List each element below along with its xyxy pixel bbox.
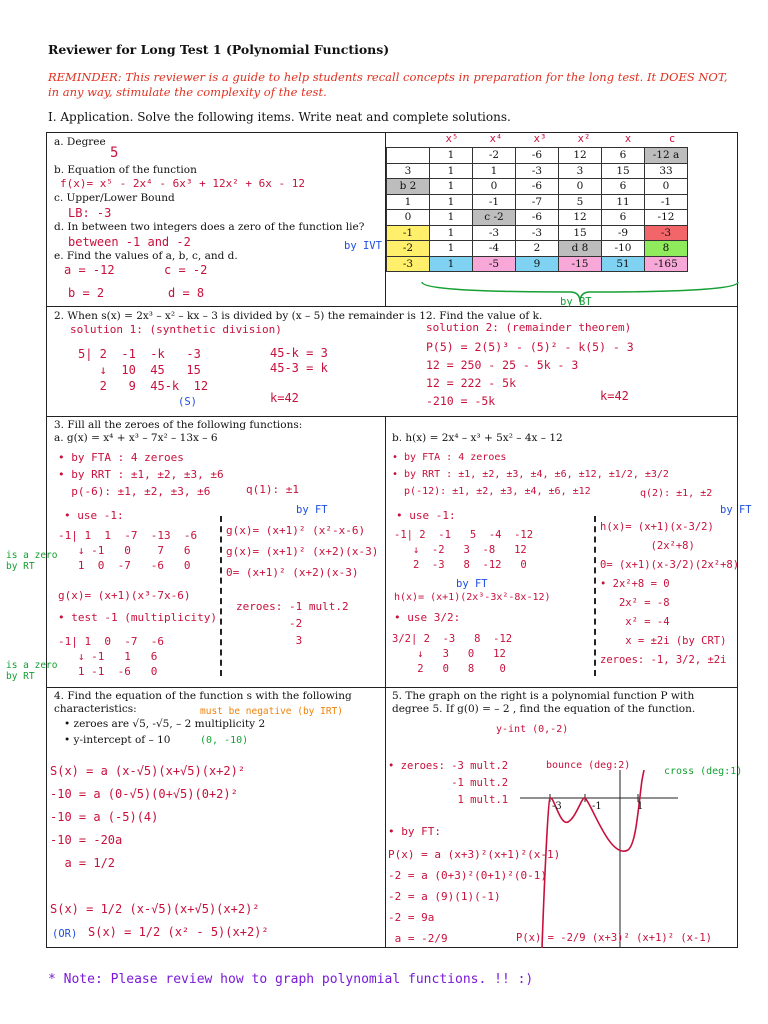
q2-sol1-work: 5| 2 -1 -k -3 ↓ 10 45 15 2 9 45-k 12 [78, 347, 209, 393]
instructions: I. Application. Solve the following items. Write neat and complete solutions. [48, 110, 511, 124]
q3-a-work: • by FTA : 4 zeroes • by RRT : ±1, ±2, ±3, ±6 p(-6): ±1, ±2, ±3, ±6 [58, 451, 224, 498]
q2-sol1-eq: 45-k = 3 45-3 = k k=42 [270, 346, 328, 405]
q1-e-label: e. Find the values of a, b, c, and d. [54, 250, 238, 262]
q3-b-use2: • use 3/2: [394, 611, 461, 624]
q3-b-ft2: by FT [720, 504, 752, 516]
q1-e-d: d = 8 [168, 286, 205, 300]
q1-c-label: c. Upper/Lower Bound [54, 192, 175, 204]
q3-b-syn1: -1| 2 -1 5 -4 -12 ↓ -2 3 -8 12 2 -3 8 -12 0 [394, 529, 534, 571]
divider-row1 [46, 306, 738, 307]
hdr-x5: x⁵ [445, 133, 459, 145]
q3-b-text: b. h(x) = 2x⁴ – x³ + 5x² – 4x – 12 [392, 432, 563, 444]
q1-d-answer: between -1 and -2 [68, 235, 191, 249]
q1-e-b: b = 2 [68, 286, 105, 300]
q2-sol1-title: solution 1: (synthetic division) [70, 323, 282, 336]
q4-note2: (0, -10) [200, 735, 249, 746]
q3-a-zero-rt1: is a zero by RT [6, 550, 58, 572]
divider-row3 [46, 687, 738, 688]
q4-alt: S(x) = 1/2 (x² - 5)(x+2)² [88, 925, 269, 939]
q3-a-ft: by FT [296, 504, 328, 516]
q5-tick-m3: -3 [552, 801, 562, 812]
q3-b-use: • use -1: [396, 509, 456, 522]
q5-bounce: bounce (deg:2) [546, 760, 631, 771]
q5-cross: cross (deg:1) [664, 766, 743, 777]
q3-a-right: g(x)= (x+1)² (x²-x-6) g(x)= (x+1)² (x+2)(x-3) 0= (x+1)² (x+2)(x-3) [226, 524, 379, 579]
q4-bullet2: • y-intercept of – 10 [64, 734, 171, 746]
q5-work: P(x) = a (x+3)²(x+1)²(x-1) -2 = a (0+3)²(0+1)²(0-1) -2 = a (9)(1)(-1) -2 = 9a a = -2/9 [388, 848, 561, 945]
q3-b-syn2: 3/2| 2 -3 8 -12 ↓ 3 0 12 2 0 8 0 [392, 633, 513, 675]
q1-a-answer: 5 [110, 145, 119, 161]
q3-heading: 3. Fill all the zeroes of the following functions: [54, 419, 303, 431]
divider-col-mid [385, 416, 386, 688]
q2-sol1-s: (S) [178, 396, 197, 408]
q1-e-a: a = -12 [64, 263, 115, 277]
table-row: -2 1 -4 2 d 8 -10 8 [387, 241, 688, 257]
q3-a-zero-rt2: is a zero by RT [6, 660, 58, 682]
q2-sol2-work: P(5) = 2(5)³ - (5)² - k(5) - 3 12 = 250 - 25 - 5k - 3 12 = 222 - 5k -210 = -5k [426, 340, 634, 408]
q3-a-use: • use -1: [64, 509, 124, 522]
q3-b-right: h(x)= (x+1)(x-3/2) (2x²+8) 0= (x+1)(x-3/2)(2x²+8) • 2x²+8 = 0 2x² = -8 x² = -4 x = ±2i (by CRT) zeroes: -1, 3/2, ±2i [600, 521, 740, 666]
q3-a-test: • test -1 (multiplicity) [58, 611, 217, 624]
q2-sol2-title: solution 2: (remainder theorem) [426, 321, 632, 334]
q3-b-ft: by FT [456, 578, 488, 590]
by-bt-note: by BT [560, 296, 592, 308]
table-row: 0 1 c -2 -6 12 6 -12 [387, 210, 688, 226]
hdr-x: x [624, 133, 632, 145]
table-row: 3 1 1 -3 3 15 33 [387, 163, 688, 179]
q5-text: 5. The graph on the right is a polynomial function P with degree 5. If g(0) = – 2 , find the equation of the function. [392, 690, 696, 715]
divider-row2 [46, 416, 738, 417]
q5-zeroes: • zeroes: -3 mult.2 -1 mult.2 1 mult.1 [388, 760, 509, 806]
q1-b-answer: f(x)= x⁵ - 2x⁴ - 6x³ + 12x² + 6x - 12 [60, 177, 306, 190]
q3-b-h1: h(x)= (x+1)(2x³-3x²-8x-12) [394, 592, 551, 603]
footer-note: * Note: Please review how to graph polynomial functions. !! :) [48, 972, 534, 987]
synthetic-division-table [386, 147, 688, 272]
q3-b-q: q(2): ±1, ±2 [640, 488, 713, 499]
q4-work: S(x) = a (x-√5)(x+√5)(x+2)² -10 = a (0-√5)(0+√5)(0+2)² -10 = a (-5)(4) -10 = -20a a = 1/2 S(x) = 1/2 (x-√5)(x+√5)(x+2)² [50, 764, 260, 916]
q1-d-label: d. In between two integers does a zero of the function lie? [54, 221, 365, 233]
q1-c-answer: LB: -3 [68, 206, 112, 220]
hdr-x2: x² [577, 133, 591, 145]
divider-col-bot [385, 687, 386, 947]
q3-a-text: a. g(x) = x⁴ + x³ – 7x² – 13x – 6 [54, 432, 218, 444]
reminder-text: REMINDER: This reviewer is a guide to help students recall concepts in preparation for the long test. It DOES NOT, in any way, stimulate the complexity of the test. [48, 70, 728, 99]
hdr-x3: x³ [533, 133, 547, 145]
q4-or: (OR) [52, 928, 78, 940]
q3-a-dashed-divider [220, 516, 222, 676]
q4-yint: y-intercept of – 10 [73, 734, 171, 746]
q5-yint: y-int (0,-2) [496, 724, 569, 735]
q3-b-work: • by FTA : 4 zeroes • by RRT : ±1, ±2, ±3, ±4, ±6, ±12, ±1/2, ±3/2 p(-12): ±1, ±2, ±3, ±4, ±6, ±12 [392, 452, 669, 497]
q3-a-g1: g(x)= (x+1)(x³-7x-6) [58, 589, 191, 602]
q4-bullet1: • zeroes are √5, -√5, – 2 multiplicity 2 [64, 718, 266, 730]
table-row: 1 -2 -6 12 6 -12 a [387, 148, 688, 164]
q3-a-syn2: -1| 1 0 -7 -6 ↓ -1 1 6 1 -1 -6 0 [58, 635, 164, 678]
hdr-x4: x⁴ [489, 133, 503, 145]
hdr-c: c [668, 133, 676, 145]
q3-a-zeroes: zeroes: -1 mult.2 -2 3 [236, 600, 349, 647]
page-title: Reviewer for Long Test 1 (Polynomial Functions) [48, 42, 390, 57]
q3-b-dashed-divider [594, 516, 596, 676]
q5-tick-1: 1 [637, 801, 644, 812]
table-row: b 2 1 0 -6 0 6 0 [387, 179, 688, 195]
q1-e-c: c = -2 [164, 263, 208, 277]
q3-a-q: q(1): ±1 [246, 483, 299, 496]
q2-text: 2. When s(x) = 2x³ – x² – kx – 3 is divided by (x – 5) the remainder is 12. Find the value of k. [54, 310, 543, 322]
q5-answer: P(x) = -2/9 (x+3)² (x+1)² (x-1) [516, 932, 712, 944]
table-row: -1 1 -3 -3 15 -9 -3 [387, 225, 688, 241]
q1-b-label: b. Equation of the function [54, 164, 197, 176]
q1-a-label: a. Degree [54, 136, 106, 148]
q5-ft: • by FT: [388, 825, 441, 838]
q5-tick-m1: -1 [592, 801, 602, 812]
q2-sol2-ans: k=42 [600, 389, 629, 403]
q4-note1: must be negative (by IRT) [200, 706, 343, 717]
table-row: -3 1 -5 9 -15 51 -165 [387, 256, 688, 272]
q3-a-syn1: -1| 1 1 -7 -13 -6 ↓ -1 0 7 6 1 0 -7 -6 0 [58, 529, 198, 572]
table-row: 1 1 -1 -7 5 11 -1 [387, 194, 688, 210]
synthetic-table [386, 133, 694, 272]
q4-zeroes: zeroes are √5, -√5, – 2 multiplicity 2 [73, 718, 266, 730]
by-ivt-note: by IVT [344, 240, 382, 252]
q4-text: 4. Find the equation of the function s with the following characteristics: [54, 690, 352, 715]
